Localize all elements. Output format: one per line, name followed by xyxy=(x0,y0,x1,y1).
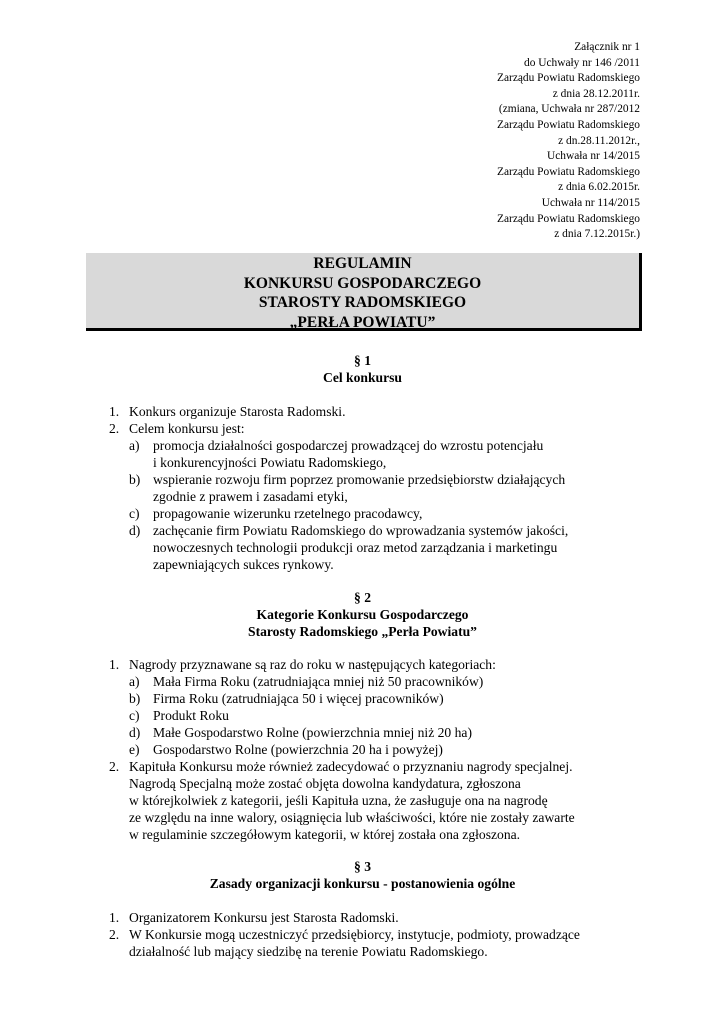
annex-note xyxy=(497,40,640,243)
list-text: zachęcanie firm Powiatu Radomskiego do wprowadzania systemów jakości, xyxy=(153,523,569,538)
list-letter: e) xyxy=(129,742,140,757)
continuation-text: ze względu na inne walory, osiągnięcia lub właściwości, które nie zostały zawarte xyxy=(129,810,575,825)
annex-line: (zmiana, Uchwała nr 287/2012 xyxy=(498,103,640,116)
continuation-text: w którejkolwiek z kategorii, jeśli Kapituła uzna, że zasługuje ona na nagrodę xyxy=(129,793,548,808)
section-2-body xyxy=(0,656,725,843)
text-line xyxy=(0,707,725,724)
text-line xyxy=(0,656,725,673)
text-line xyxy=(0,556,725,573)
continuation-text: zapewniających sukces rynkowy. xyxy=(153,557,334,572)
section-1-heading xyxy=(0,352,725,386)
list-text: Małe Gospodarstwo Rolne (powierzchnia mniej niż 20 ha) xyxy=(153,725,472,740)
continuation-text: Nagrodą Specjalną może zostać objęta dowolna kandydatura, zgłoszona xyxy=(129,776,521,791)
list-text: propagowanie wizerunku rzetelnego pracodawcy, xyxy=(153,506,423,521)
list-letter: b) xyxy=(129,691,141,706)
text-line xyxy=(0,673,725,690)
text-line xyxy=(0,943,725,960)
list-text: Mała Firma Roku (zatrudniająca mniej niż 50 pracowników) xyxy=(153,674,484,689)
list-text: wspieranie rozwoju firm poprzez promowanie przedsiębiorstw działających xyxy=(153,472,566,487)
annex-line: Uchwała nr 114/2015 xyxy=(541,196,640,209)
continuation-text: nowoczesnych technologii produkcji oraz metod zarządzania i marketingu xyxy=(153,540,558,555)
text-line xyxy=(0,420,725,437)
section-3-heading xyxy=(0,858,725,892)
text-line xyxy=(0,454,725,471)
heading-line: § 3 xyxy=(354,859,371,874)
list-letter: b) xyxy=(129,472,141,487)
annex-line: z dnia 7.12.2015r.) xyxy=(554,228,640,241)
annex-line: Zarządu Powiatu Radomskiego xyxy=(497,72,640,85)
text-line xyxy=(0,505,725,522)
continuation-text: w regulaminie szczegółowym kategorii, w której została ona zgłoszona. xyxy=(129,827,521,842)
text-line xyxy=(0,437,725,454)
heading-line: Kategorie Konkursu Gospodarczego xyxy=(256,607,469,622)
list-text: Kapituła Konkursu może również zadecydować o przyznaniu nagrody specjalnej. xyxy=(129,759,573,774)
list-text: Firma Roku (zatrudniająca 50 i więcej pracowników) xyxy=(153,691,444,706)
list-text: Produkt Roku xyxy=(153,708,229,723)
section-2-heading xyxy=(0,589,725,640)
title-line: KONKURSU GOSPODARCZEGO xyxy=(243,274,482,292)
title-line: REGULAMIN xyxy=(313,255,412,272)
list-number: 2. xyxy=(109,759,120,774)
annex-line: Zarządu Powiatu Radomskiego xyxy=(497,212,640,225)
list-letter: a) xyxy=(129,674,140,689)
text-line xyxy=(0,690,725,707)
text-line xyxy=(0,522,725,539)
text-line xyxy=(0,403,725,420)
list-text: promocja działalności gospodarczej prowadzącej do wzrostu potencjału xyxy=(153,438,544,453)
heading-line: § 1 xyxy=(354,353,371,368)
annex-line: z dnia 6.02.2015r. xyxy=(558,181,640,194)
list-number: 2. xyxy=(109,927,120,942)
list-text: Celem konkursu jest: xyxy=(129,421,245,436)
document-title xyxy=(86,253,642,331)
text-line xyxy=(0,775,725,792)
text-line xyxy=(0,826,725,843)
list-letter: d) xyxy=(129,725,141,740)
list-number: 1. xyxy=(109,657,120,672)
list-letter: a) xyxy=(129,438,140,453)
heading-line: Starosty Radomskiego „Perła Powiatu” xyxy=(248,624,477,639)
heading-line: Cel konkursu xyxy=(323,370,402,385)
continuation-text: działalność lub mający siedzibę na terenie Powiatu Radomskiego. xyxy=(129,944,488,959)
annex-line: z dn.28.11.2012r., xyxy=(558,134,640,147)
annex-line: z dnia 28.12.2011r. xyxy=(552,87,640,100)
list-letter: c) xyxy=(129,506,140,521)
text-line xyxy=(0,792,725,809)
heading-line: § 2 xyxy=(354,590,371,605)
annex-line: Zarządu Powiatu Radomskiego xyxy=(497,118,640,131)
list-text: W Konkursie mogą uczestniczyć przedsiębiorcy, instytucje, podmioty, prowadzące xyxy=(129,927,580,942)
title-line: „PERŁA POWIATU” xyxy=(289,313,436,331)
text-line xyxy=(0,471,725,488)
text-line xyxy=(0,724,725,741)
list-letter: c) xyxy=(129,708,140,723)
text-line xyxy=(0,809,725,826)
text-line xyxy=(0,539,725,556)
title-line: STAROSTY RADOMSKIEGO xyxy=(258,294,467,311)
list-text: Gospodarstwo Rolne (powierzchnia 20 ha i powyżej) xyxy=(153,742,443,757)
annex-line: do Uchwały nr 146 /2011 xyxy=(524,56,640,69)
annex-line: Załącznik nr 1 xyxy=(574,41,640,53)
text-line xyxy=(0,741,725,758)
continuation-text: i konkurencyjności Powiatu Radomskiego, xyxy=(153,455,387,470)
text-line xyxy=(0,926,725,943)
continuation-text: zgodnie z prawem i zasadami etyki, xyxy=(153,489,348,504)
list-text: Organizatorem Konkursu jest Starosta Radomski. xyxy=(129,910,399,925)
annex-line: Uchwała nr 14/2015 xyxy=(547,150,640,163)
list-text: Konkurs organizuje Starosta Radomski. xyxy=(129,404,346,419)
list-text: Nagrody przyznawane są raz do roku w następujących kategoriach: xyxy=(129,657,496,672)
list-number: 1. xyxy=(109,404,120,419)
text-line xyxy=(0,909,725,926)
list-number: 1. xyxy=(109,910,120,925)
list-number: 2. xyxy=(109,421,120,436)
heading-line: Zasady organizacji konkursu - postanowienia ogólne xyxy=(209,876,516,891)
text-line xyxy=(0,758,725,775)
section-3-body xyxy=(0,909,725,960)
list-letter: d) xyxy=(129,523,141,538)
text-line xyxy=(0,488,725,505)
annex-line: Zarządu Powiatu Radomskiego xyxy=(497,165,640,178)
section-1-body xyxy=(0,403,725,573)
